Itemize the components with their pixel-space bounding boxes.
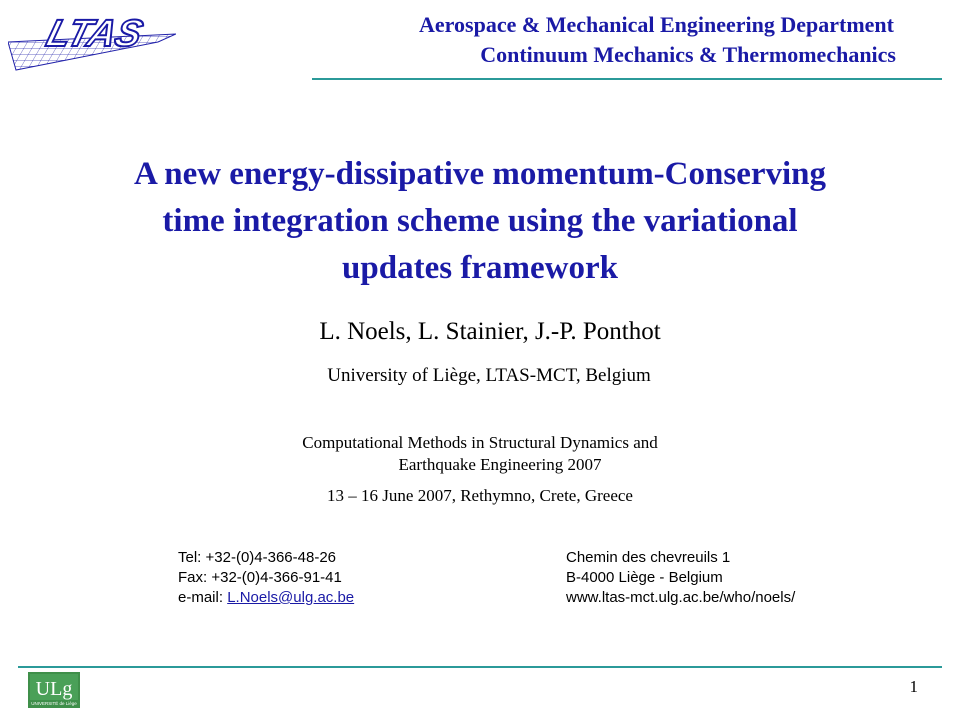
address-line1: Chemin des chevreuils 1 <box>566 549 731 566</box>
title-line2: time integration scheme using the variational <box>162 203 798 239</box>
title-line1: A new energy-dissipative momentum-Conserving <box>133 156 827 192</box>
contact-fax: Fax: +32-(0)4-366-91-41 <box>178 569 342 586</box>
contact-email-row <box>178 588 354 608</box>
website-link[interactable]: www.ltas-mct.ulg.ac.be/who/noels/ <box>566 589 796 606</box>
conference-name <box>200 432 760 476</box>
email-link[interactable]: L.Noels@ulg.ac.be <box>227 589 355 606</box>
contact-details <box>178 548 354 608</box>
ulg-logo-text: ULg <box>35 678 73 700</box>
ulg-logo <box>28 672 80 708</box>
ltas-logo-text: LTAS <box>42 12 147 55</box>
address-line2: B-4000 Liège - Belgium <box>566 569 723 586</box>
footer-divider <box>18 666 942 668</box>
authors: L. Noels, L. Stainier, J.-P. Ponthot <box>319 318 661 345</box>
header-divider <box>312 78 942 80</box>
department-line1: Aerospace & Mechanical Engineering Department <box>419 12 894 37</box>
conference-name-line1: Computational Methods in Structural Dynamics and <box>302 433 658 452</box>
title-line3: updates framework <box>342 250 618 286</box>
affiliation: University of Liège, LTAS-MCT, Belgium <box>327 365 651 386</box>
contact-address <box>566 548 795 608</box>
contact-email-prefix: e-mail: <box>178 589 228 606</box>
department-line2: Continuum Mechanics & Thermomechanics <box>480 42 896 67</box>
contact-tel: Tel: +32-(0)4-366-48-26 <box>178 549 337 566</box>
ltas-logo <box>8 6 176 72</box>
conference-dates-location: 13 – 16 June 2007, Rethymno, Crete, Greece <box>327 486 633 505</box>
department-header <box>419 10 894 70</box>
page-number: 1 <box>909 677 918 696</box>
ulg-logo-subtext: UNIVERSITÉ de Liège <box>31 701 77 706</box>
page-title <box>60 151 900 292</box>
conference-name-line2: Earthquake Engineering 2007 <box>398 455 602 474</box>
